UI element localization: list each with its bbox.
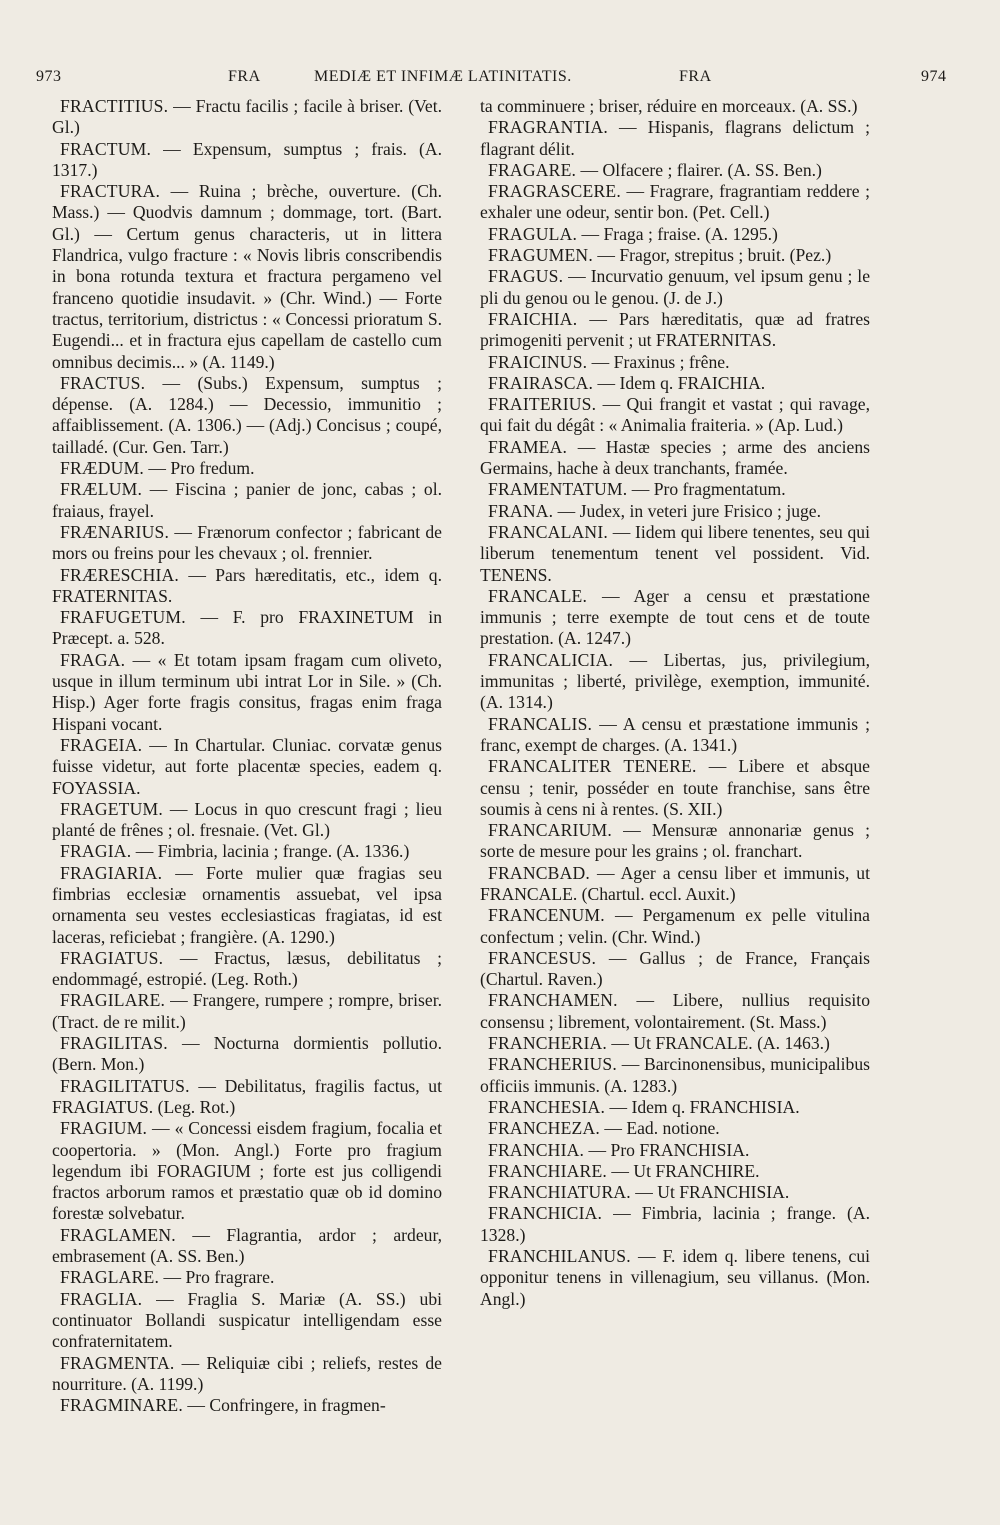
dictionary-entry [52, 139, 442, 182]
entry-headword: FRAICHIA. [488, 308, 578, 329]
dictionary-entry [480, 373, 870, 394]
entry-definition: — Fraxinus ; frêne. [587, 351, 730, 372]
entry-definition: — Iidem qui libere tenentes, seu qui liberum tenementum tenent vel possident. Vid. TENENS. [480, 521, 870, 585]
entry-headword: FRACTUM. [60, 138, 152, 159]
entry-definition: — Idem q. FRAICHIA. [593, 372, 766, 393]
entry-definition: — Pars hæreditatis, quæ ad fratres primogeniti pervenit ; ut FRATERNITAS. [480, 308, 870, 351]
entry-headword: FRANCENUM. [488, 905, 605, 926]
entry-definition: — Fiscina ; panier de jonc, cabas ; ol. fraiaus, frayel. [52, 479, 442, 521]
entry-headword: FRANCALIS. [488, 713, 593, 734]
dictionary-entry [480, 820, 870, 863]
dictionary-entry [52, 1267, 442, 1288]
entry-definition: — Reliquiæ cibi ; reliefs, restes de nourriture. (A. 1199.) [52, 1352, 442, 1394]
entry-headword: FRANCHIATURA. [488, 1182, 631, 1203]
entry-headword: FRANCALICIA. [488, 649, 614, 670]
entry-headword: FRAGMINARE. [60, 1395, 183, 1416]
dictionary-entry [480, 1182, 870, 1203]
dictionary-entry [52, 735, 442, 799]
entry-definition: — Fraglia S. Mariæ (A. SS.) ubi continuator Bollandi suspicatur intelligendam esse confraternitatem. [52, 1288, 442, 1352]
entry-headword: FRAGIATUS. [60, 947, 164, 968]
entry-definition: — Incurvatio genuum, vel ipsum genu ; le pli du genou ou le genou. (J. de J.) [480, 266, 870, 308]
entry-headword: FRÆRESCHIA. [60, 564, 180, 585]
entry-headword: FRAGULA. [488, 223, 578, 244]
dictionary-entry [52, 1076, 442, 1119]
entry-headword: FRANCHIA. [488, 1139, 585, 1160]
entry-headword: FRAGUS. [488, 266, 564, 287]
entry-headword: FRANCHESIA. [488, 1096, 606, 1117]
dictionary-entry [480, 117, 870, 160]
page-number-left: 973 [36, 68, 62, 85]
entry-headword: FRANCHIARE. [488, 1160, 608, 1181]
entry-definition: — Judex, in veteri jure Frisico ; juge. [553, 500, 822, 521]
entry-definition: — F. pro FRAXINETUM in Præcept. a. 528. [52, 607, 442, 649]
running-head-right: FRA [679, 68, 712, 85]
dictionary-entry [52, 799, 442, 842]
entry-headword: FRAGRANTIA. [488, 117, 608, 138]
entry-definition: — Fraga ; fraise. (A. 1295.) [577, 223, 778, 244]
entry-definition: — Fragor, strepitus ; bruit. (Pez.) [592, 245, 832, 266]
entry-headword: FRÆNARIUS. [60, 521, 170, 542]
entry-definition: — Hispanis, flagrans delictum ; flagrant délit. [480, 117, 870, 159]
dictionary-entry [52, 841, 442, 862]
dictionary-entry [480, 1246, 870, 1310]
dictionary-entry [52, 1033, 442, 1076]
dictionary-entry [480, 863, 870, 906]
right-column [480, 96, 870, 1310]
entry-headword: FRAGIA. [60, 841, 132, 862]
dictionary-entry [480, 756, 870, 820]
entry-headword: FRAGRASCERE. [488, 181, 621, 202]
entry-headword: FRÆLUM. [60, 479, 143, 500]
entry-headword: FRAGUMEN. [488, 245, 593, 266]
entry-definition: — Hastæ species ; arme des anciens Germains, hache à deux tranchants, framée. [480, 436, 870, 479]
entry-headword: FRÆDUM. [60, 458, 145, 479]
entry-definition: — Fimbria, lacinia ; frange. (A. 1328.) [480, 1203, 870, 1245]
dictionary-entry [480, 948, 870, 991]
dictionary-entry [480, 1033, 870, 1054]
entry-definition: — Qui frangit et vastat ; qui ravage, qui fait du dégât : « Animalia fraiteria. » (Ap. Lud.) [480, 394, 870, 436]
entry-definition: — A censu et præstatione immunis ; franc, exempt de charges. (A. 1341.) [480, 713, 870, 755]
entry-definition: — F. idem q. libere tenens, cui opponitur tenens in villenagium, seu villanus. (Mon. Angl.) [480, 1246, 870, 1309]
entry-definition: — Fimbria, lacinia ; frange. (A. 1336.) [131, 841, 410, 862]
entry-headword: FRANCHILANUS. [488, 1246, 631, 1267]
entry-headword: FRAGMENTA. [60, 1352, 175, 1373]
entry-definition: — Nocturna dormientis pollutio. (Bern. Mon.) [52, 1033, 442, 1075]
entry-headword: FRAGIUM. [60, 1118, 148, 1139]
dictionary-entry [480, 352, 870, 373]
dictionary-entry [52, 863, 442, 948]
entry-definition: — Pars hæreditatis, etc., idem q. FRATERNITAS. [52, 564, 442, 606]
entry-headword: FRANCALANI. [488, 521, 608, 542]
entry-definition: — Fractu facilis ; facile à briser. (Vet. Gl.) [52, 96, 442, 138]
dictionary-entry [480, 1118, 870, 1139]
entry-definition: — Ut FRANCALE. (A. 1463.) [607, 1033, 830, 1054]
dictionary-entry [480, 990, 870, 1033]
dictionary-entry [480, 650, 870, 714]
dictionary-entry [52, 1289, 442, 1353]
entry-headword: FRACTURA. [60, 181, 161, 202]
dictionary-entry [480, 714, 870, 757]
entry-definition: — Expensum, sumptus ; frais. (A. 1317.) [52, 138, 442, 180]
dictionary-entry [480, 1203, 870, 1246]
entry-headword: FRANCBAD. [488, 862, 591, 883]
entry-definition: — (Subs.) Expensum, sumptus ; dépense. (A. 1284.) — Decessio, immunitio ; affaiblissement. (A. 1306.) — (Adj.) Concisus ; coupé, tailladé. (Cur. Gen. Tarr.) [52, 372, 442, 457]
left-column [52, 96, 442, 1416]
entry-definition: — Ruina ; brèche, ouverture. (Ch. Mass.) — Quodvis damnum ; dommage, tort. (Bart. Gl.) — Certum genus characteris, ut in littera Flandrica, vulgo fracture : « Novis libris conscribendis in bona rotunda textura et fractura pergameno vel franceno quotidie insudavit. » (Chr. Wind.) — Forte tractus, territorium, districtus : « Concessi prioratum S. Eugendi... et in fractura ejus capellam de castello cum omnibus decimis... » (A. 1149.) [52, 181, 442, 372]
entry-headword: FRAGARE. [488, 159, 577, 180]
dictionary-entry [480, 1097, 870, 1118]
entry-headword: FRANCALITER TENERE. [488, 756, 697, 777]
entry-definition: — Pro fragrare. [159, 1267, 275, 1288]
dictionary-entry [52, 458, 442, 479]
entry-headword: FRAGILITAS. [60, 1033, 168, 1054]
entry-headword: FRANCHAMEN. [488, 990, 618, 1011]
entry-definition: — Forte mulier quæ fragias seu fimbrias ecclesiæ ornamentis assuebat, vel ipsa ornamenta seu vestes ecclesiasticas fragiatas, id est laceras, reficiebat ; frangière. (A. 1290.) [52, 862, 442, 947]
dictionary-entry [480, 309, 870, 352]
dictionary-entry [480, 586, 870, 650]
entry-definition: — Ut FRANCHIRE. [607, 1160, 760, 1181]
running-head-left: FRA [228, 68, 261, 85]
dictionary-entry [480, 1054, 870, 1097]
entry-definition: — Locus in quo crescunt fragi ; lieu planté de frênes ; ol. fresnaie. (Vet. Gl.) [52, 798, 442, 841]
entry-headword: FRAGIARIA. [60, 862, 163, 883]
entry-definition: — Libertas, jus, privilegium, immunitas ; liberté, privilège, exemption, immunité. (A. 1314.) [480, 649, 870, 713]
entry-headword: FRAMENTATUM. [488, 479, 628, 500]
dictionary-entry [480, 181, 870, 224]
entry-headword: FRANCHERIUS. [488, 1054, 618, 1075]
entry-definition: — Ager a censu et præstatione immunis ; terre exempte de tout cens et de toute prestation. (A. 1247.) [480, 585, 870, 649]
entry-definition: — Libere, nullius requisito consensu ; librement, volontairement. (St. Mass.) [480, 990, 870, 1032]
dictionary-entry [52, 522, 442, 565]
entry-definition: — Fragrare, fragrantiam reddere ; exhaler une odeur, sentir bon. (Pet. Cell.) [480, 181, 870, 223]
page-number-right: 974 [921, 68, 947, 85]
entry-definition: — Pro FRANCHISIA. [584, 1139, 750, 1160]
dictionary-entry [52, 650, 442, 735]
dictionary-entry [480, 224, 870, 245]
entry-headword: FRAGA. [60, 649, 126, 670]
running-title: MEDIÆ ET INFIMÆ LATINITATIS. [314, 68, 572, 85]
entry-headword: FRAGILITATUS. [60, 1075, 190, 1096]
dictionary-entry [52, 1225, 442, 1268]
entry-headword: FRANCALE. [488, 585, 588, 606]
entry-definition: — Pergamenum ex pelle vitulina confectum ; velin. (Chr. Wind.) [480, 905, 870, 947]
entry-headword: FRAFUGETUM. [60, 607, 186, 628]
dictionary-entry [52, 96, 442, 139]
dictionary-entry [480, 1161, 870, 1182]
dictionary-entry [480, 522, 870, 586]
dictionary-entry [480, 501, 870, 522]
dictionary-entry [52, 565, 442, 608]
entry-definition: — Gallus ; de France, Français (Chartul. Raven.) [480, 947, 870, 990]
entry-headword: FRAIRASCA. [488, 372, 594, 393]
entry-headword: FRAITERIUS. [488, 394, 597, 415]
entry-definition: — « Et totam ipsam fragam cum oliveto, usque in illum terminum ubi intrat Lor in Sile. » (Ch. Hisp.) Ager forte fragis consitus, fragas enim fraga Hispani vocant. [52, 649, 442, 734]
entry-definition: — Pro fragmentatum. [627, 479, 786, 500]
entry-definition: — Debilitatus, fragilis factus, ut FRAGIATUS. (Leg. Rot.) [52, 1075, 442, 1117]
entry-definition: — Ut FRANCHISIA. [630, 1182, 790, 1203]
entry-definition: — Ead. notione. [599, 1118, 720, 1139]
dictionary-entry [52, 373, 442, 458]
entry-headword: FRANCESUS. [488, 947, 597, 968]
entry-definition: — Frænorum confector ; fabricant de mors ou freins pour les chevaux ; ol. frennier. [52, 521, 442, 564]
dictionary-entry [52, 479, 442, 522]
entry-headword: FRAGETUM. [60, 798, 163, 819]
entry-headword: FRANCHEZA. [488, 1118, 600, 1139]
entry-definition: ta comminuere ; briser, réduire en morceaux. (A. SS.) [480, 96, 858, 116]
entry-definition: — Pro fredum. [144, 458, 255, 479]
entry-headword: FRANCARIUM. [488, 820, 612, 841]
entry-headword: FRAICINUS. [488, 351, 588, 372]
dictionary-entry [480, 394, 870, 437]
dictionary-entry [52, 607, 442, 650]
entry-definition: — Ager a censu liber et immunis, ut FRANCALE. (Chartul. eccl. Auxit.) [480, 862, 870, 904]
dictionary-entry [480, 479, 870, 500]
entry-definition: — Libere et absque censu ; tenir, posséder en toute franchise, sans être soumis à cens ni à rentes. (S. XII.) [480, 756, 870, 819]
entry-definition: — Fractus, læsus, debilitatus ; endommagé, estropié. (Leg. Roth.) [52, 947, 442, 990]
entry-definition: — Idem q. FRANCHISIA. [605, 1096, 800, 1117]
entry-headword: FRAGILARE. [60, 990, 166, 1011]
dictionary-entry [480, 245, 870, 266]
dictionary-entry [480, 905, 870, 948]
dictionary-entry [480, 266, 870, 309]
dictionary-entry [52, 990, 442, 1033]
entry-definition: — Mensuræ annonariæ genus ; sorte de mesure pour les grains ; ol. franchart. [480, 820, 870, 862]
dictionary-entry [52, 1353, 442, 1396]
entry-definition: — Olfacere ; flairer. (A. SS. Ben.) [576, 159, 822, 180]
dictionary-entry [480, 160, 870, 181]
entry-headword: FRACTUS. [60, 372, 146, 393]
dictionary-entry [52, 948, 442, 991]
dictionary-entry [52, 181, 442, 373]
entry-definition: — Confringere, in fragmen- [182, 1395, 386, 1416]
entry-definition: — Flagrantia, ardor ; ardeur, embrasement (A. SS. Ben.) [52, 1224, 442, 1267]
entry-definition: — In Chartular. Cluniac. corvatæ genus fuisse videtur, aut forte placentæ species, eadem q. FOYASSIA. [52, 734, 442, 798]
dictionary-entry [480, 96, 870, 117]
entry-headword: FRAMEA. [488, 436, 568, 457]
entry-definition: — Frangere, rumpere ; rompre, briser. (Tract. de re milit.) [52, 990, 442, 1032]
entry-headword: FRAGLAMEN. [60, 1224, 176, 1245]
entry-headword: FRACTITIUS. [60, 96, 169, 116]
dictionary-entry [52, 1118, 442, 1224]
entry-headword: FRANCHICIA. [488, 1203, 603, 1224]
entry-definition: — Barcinonensibus, municipalibus officiis immunis. (A. 1283.) [480, 1054, 870, 1096]
entry-headword: FRAGLIA. [60, 1288, 143, 1309]
dictionary-entry [52, 1395, 442, 1416]
dictionary-entry [480, 1140, 870, 1161]
entry-definition: — « Concessi eisdem fragium, focalia et coopertoria. » (Mon. Angl.) Forte pro fragium legendum ibi FORAGIUM ; forte est jus colligendi fractos arborum ramos et præstatio quæ ob id domino forestæ solvebatur. [52, 1118, 442, 1224]
entry-headword: FRANCHERIA. [488, 1033, 608, 1054]
entry-headword: FRAGLARE. [60, 1267, 160, 1288]
dictionary-entry [480, 437, 870, 480]
entry-headword: FRAGEIA. [60, 734, 143, 755]
entry-headword: FRANA. [488, 500, 554, 521]
